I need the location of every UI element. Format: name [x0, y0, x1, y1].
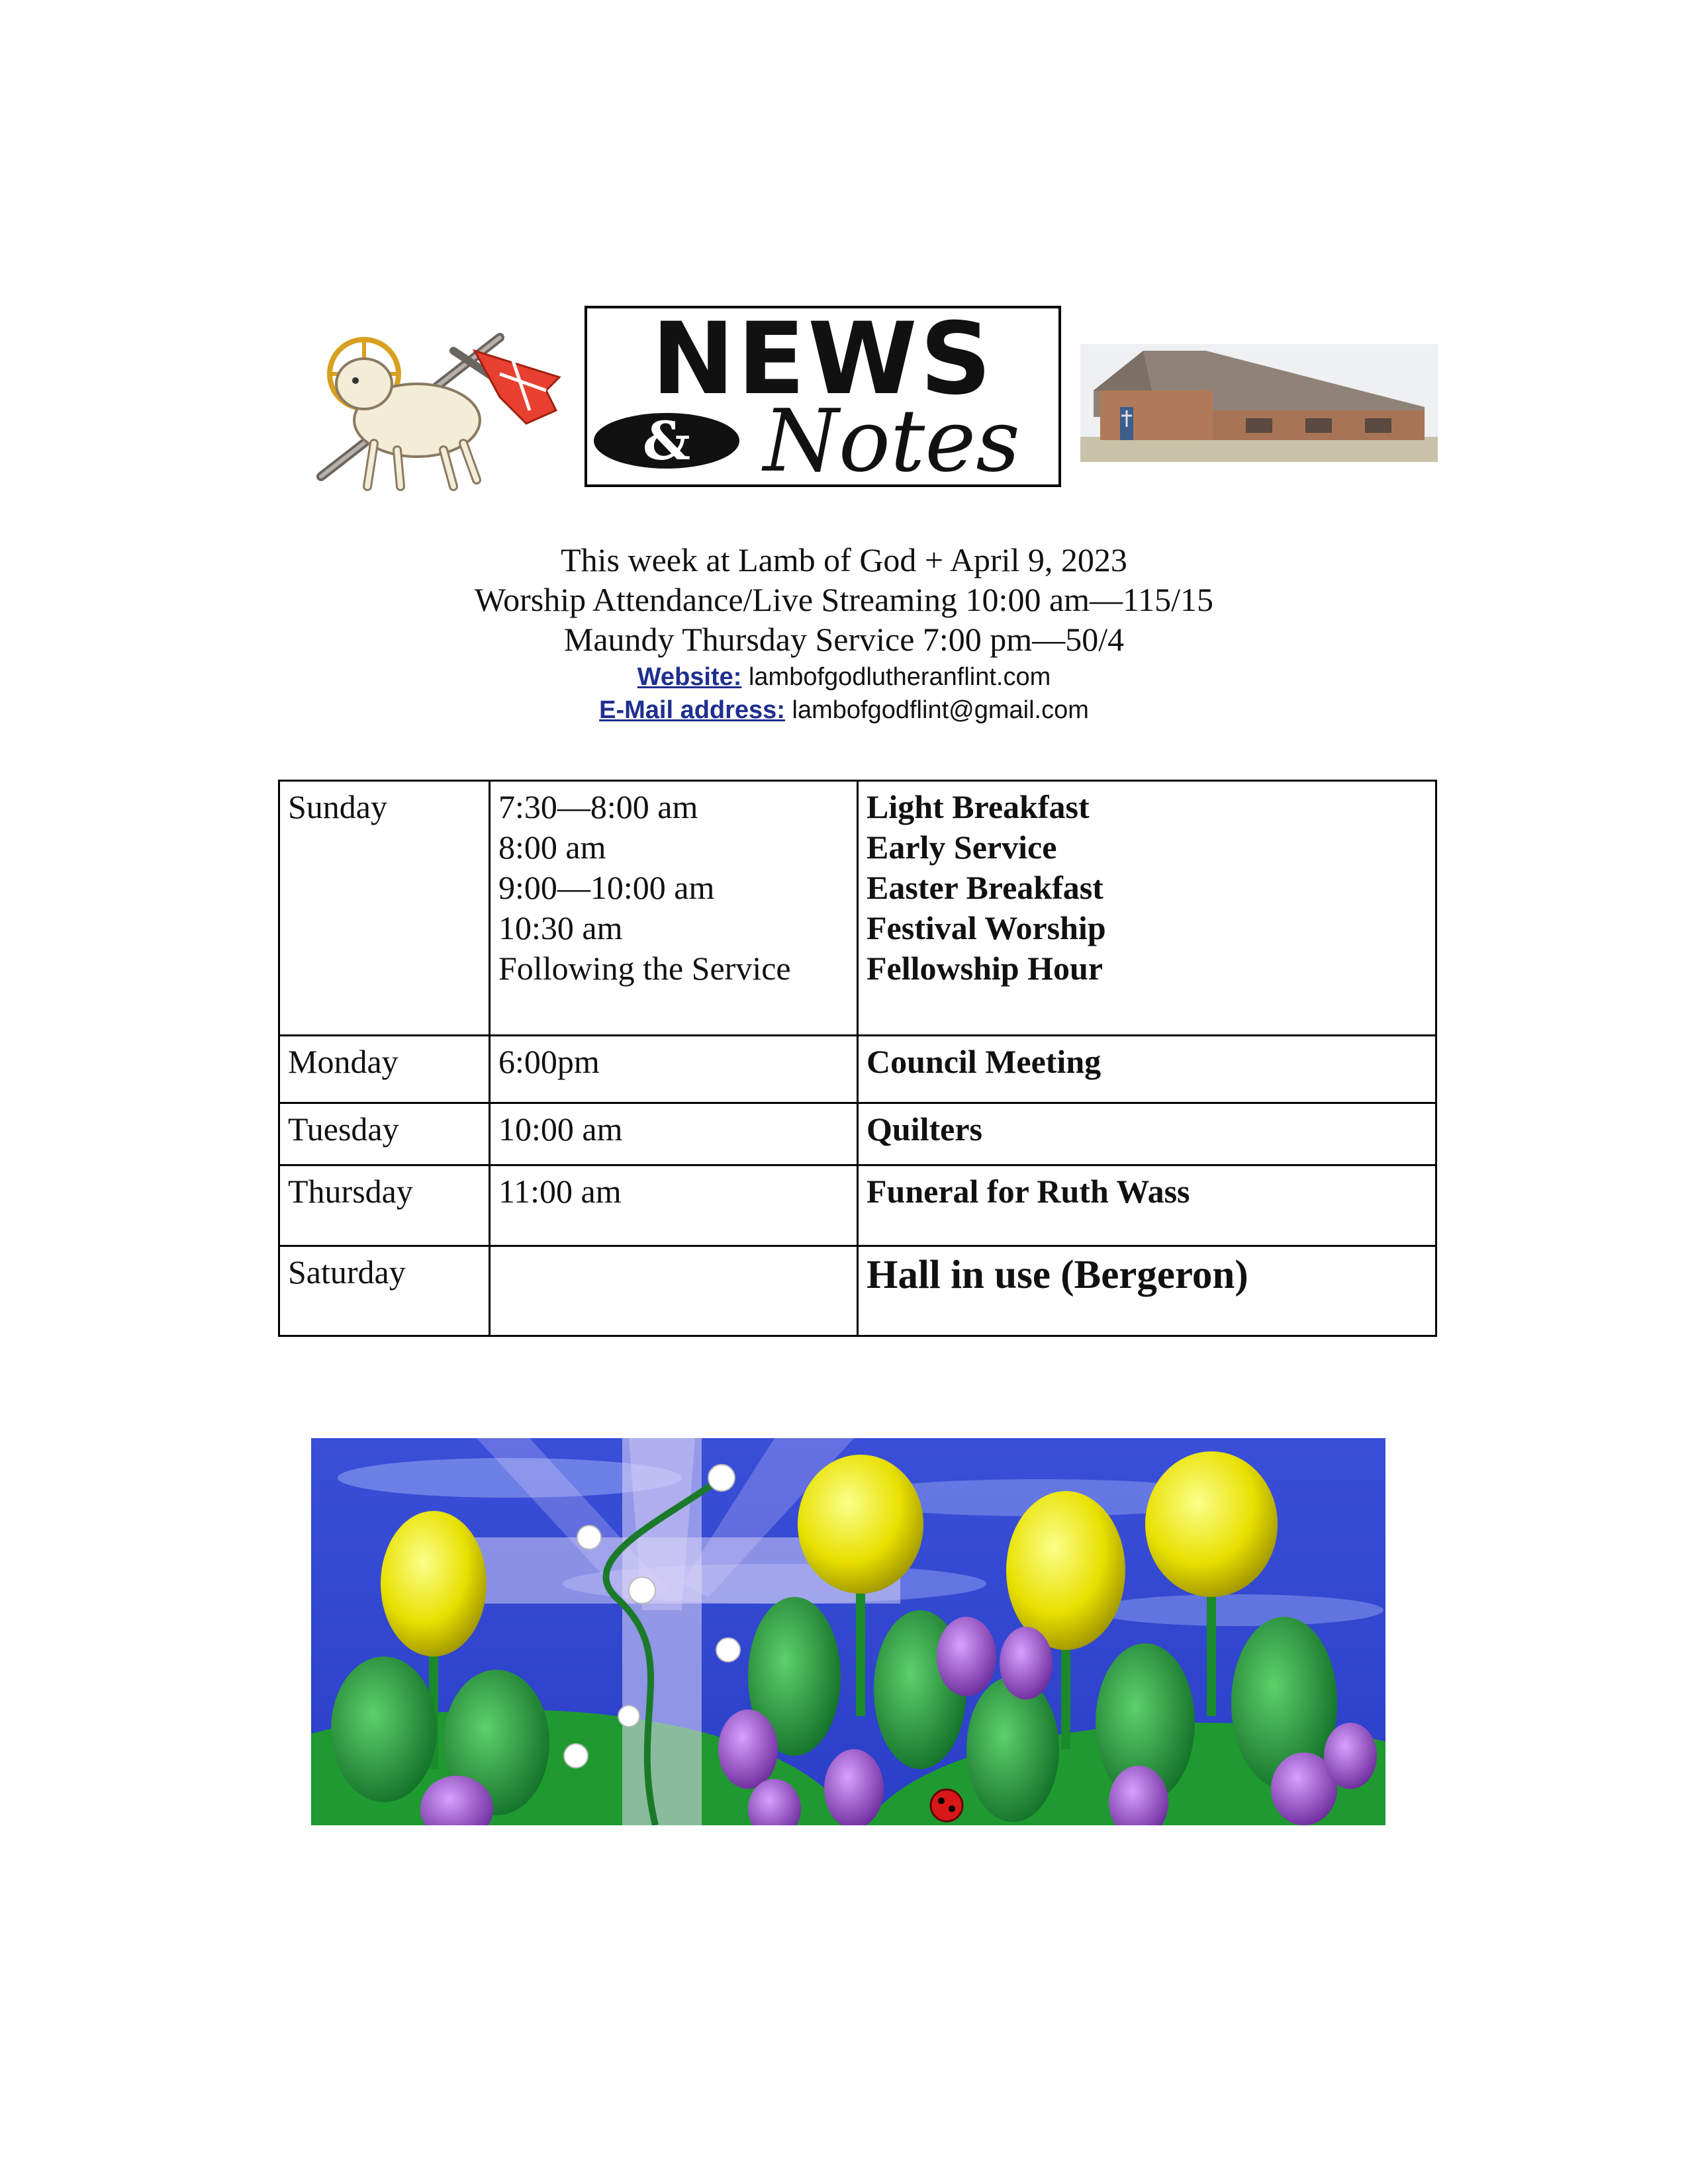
event-item: Light Breakfast [867, 788, 1090, 825]
event-item: Festival Worship [867, 909, 1106, 946]
time-cell [490, 781, 858, 1036]
email-label: E-Mail address: [599, 696, 785, 724]
time-item: Following the Service [498, 950, 791, 987]
event-cell [858, 781, 1436, 1036]
day-cell: Thursday [279, 1165, 490, 1246]
day-cell: Monday [279, 1036, 490, 1103]
time-cell [490, 1246, 858, 1336]
table-row-tuesday [279, 1103, 1436, 1165]
website-link[interactable]: lambofgodlutheranflint.com [748, 663, 1051, 691]
maundy-thursday-line: Maundy Thursday Service 7:00 pm—50/4 [563, 621, 1125, 658]
day-cell: Tuesday [279, 1103, 490, 1165]
table-row-sunday [279, 781, 1436, 1036]
day-cell: Sunday [279, 781, 490, 1036]
logo-notes-text: Notes [763, 390, 1020, 484]
logo-amp-text: & [642, 410, 691, 472]
event-cell: Quilters [858, 1103, 1436, 1165]
event-cell: Funeral for Ruth Wass [858, 1165, 1436, 1246]
time-item: 10:30 am [498, 909, 623, 946]
email-line [0, 695, 1688, 725]
email-link[interactable]: lambofgodflint@gmail.com [792, 696, 1089, 724]
event-cell: Council Meeting [858, 1036, 1436, 1103]
church-building-image [1080, 344, 1438, 462]
table-row-monday [279, 1036, 1436, 1103]
event-item: Early Service [867, 829, 1057, 866]
worship-attendance-line: Worship Attendance/Live Streaming 10:00 am—115/15 [474, 581, 1214, 618]
time-cell: 11:00 am [490, 1165, 858, 1246]
lamb-of-god-icon [301, 311, 566, 496]
event-item: Fellowship Hour [867, 950, 1103, 987]
day-cell: Saturday [279, 1246, 490, 1336]
event-item: Easter Breakfast [867, 869, 1103, 906]
table-row-saturday [279, 1246, 1436, 1336]
weekly-schedule-table [278, 780, 1437, 1337]
website-line [0, 662, 1688, 692]
table-row-thursday [279, 1165, 1436, 1246]
news-and-notes-logo [585, 306, 1061, 487]
time-cell: 10:00 am [490, 1103, 858, 1165]
website-label: Website: [637, 663, 742, 691]
time-cell: 6:00pm [490, 1036, 858, 1103]
logo-news-text: NEWS [651, 308, 994, 417]
time-item: 8:00 am [498, 829, 606, 866]
week-heading: This week at Lamb of God + April 9, 2023 [561, 541, 1127, 578]
event-cell: Hall in use (Bergeron) [858, 1246, 1436, 1336]
time-item: 7:30—8:00 am [498, 788, 698, 825]
time-item: 9:00—10:00 am [498, 869, 715, 906]
easter-cross-tulips-image [311, 1438, 1385, 1825]
